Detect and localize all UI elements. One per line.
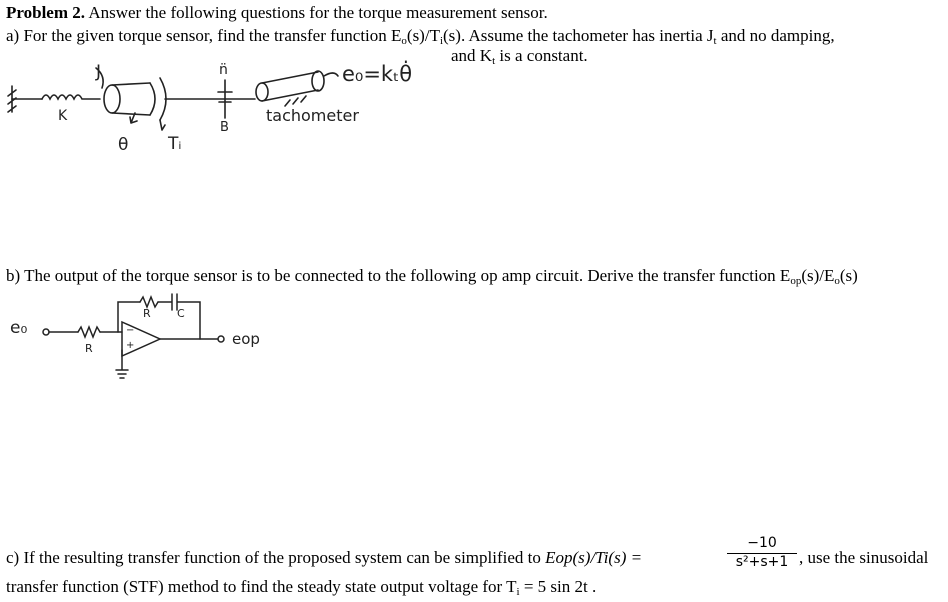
part-b-text-end: (s) xyxy=(839,266,858,285)
part-b-text: b) The output of the torque sensor is to be connected to the following op amp circuit. Derive the transfer function E xyxy=(6,266,791,285)
label-Ti: Tᵢ xyxy=(168,134,182,154)
output-label: eop xyxy=(232,330,260,348)
fraction-numerator: −10 xyxy=(747,535,777,551)
label-theta: θ xyxy=(118,135,129,155)
part-c-expression: Eop(s)/Ti(s) = xyxy=(545,548,643,567)
opamp-plus: + xyxy=(126,340,135,351)
input-resistor xyxy=(78,327,100,337)
feedback-capacitor-label: C xyxy=(177,307,185,320)
input-resistor-label: R xyxy=(85,342,93,355)
part-c-line2-text: transfer function (STF) method to find the steady state output voltage for T xyxy=(6,577,517,596)
part-a-line2-sub: t xyxy=(492,55,496,67)
tachometer-label: tachometer xyxy=(266,106,359,125)
part-a-sub-o: o xyxy=(401,35,407,47)
part-b-sub-op: op xyxy=(790,275,802,287)
tachometer-equation: e₀=kₜθ̇ xyxy=(342,62,413,86)
fraction-denominator: s²+s+1 xyxy=(727,553,797,570)
part-b-text-mid: (s)/E xyxy=(801,266,835,285)
part-c-fraction xyxy=(727,535,797,570)
part-a-sub-t: t xyxy=(713,35,717,47)
part-a-line2-pre: and K xyxy=(451,46,493,65)
label-K: K xyxy=(58,108,68,124)
part-a-sub-i: i xyxy=(439,35,444,47)
part-b-sub-o: o xyxy=(834,275,840,287)
part-a-text: a) For the given torque sensor, find the transfer function E xyxy=(6,26,402,45)
part-a-line2-post: is a constant. xyxy=(495,46,588,65)
feedback-resistor-label: R xyxy=(143,307,151,320)
part-c-line2-end: = 5 sin 2t . xyxy=(519,577,597,596)
problem-intro: Answer the following questions for the torque measurement sensor. xyxy=(88,3,548,22)
part-c-suffix: , use the sinusoidal xyxy=(799,548,929,567)
part-c-line2 xyxy=(6,577,596,597)
label-ndot: n̈ xyxy=(219,62,228,78)
part-c-text: c) If the resulting transfer function of the proposed system can be simplified to xyxy=(6,548,541,567)
part-c-question xyxy=(6,548,642,568)
input-label: e₀ xyxy=(10,318,28,338)
opamp-minus: − xyxy=(126,325,135,336)
part-a-text-mid2: (s). Assume the tachometer has inertia J xyxy=(443,26,714,45)
problem-label: Problem 2. xyxy=(6,3,86,22)
feedback-resistor xyxy=(140,297,158,307)
part-c-line2-sub: i xyxy=(516,586,520,598)
part-a-text-end: and no damping, xyxy=(716,26,835,45)
part-a-text-mid1: (s)/T xyxy=(406,26,440,45)
label-J: J xyxy=(96,62,102,82)
label-B: B xyxy=(220,120,229,135)
